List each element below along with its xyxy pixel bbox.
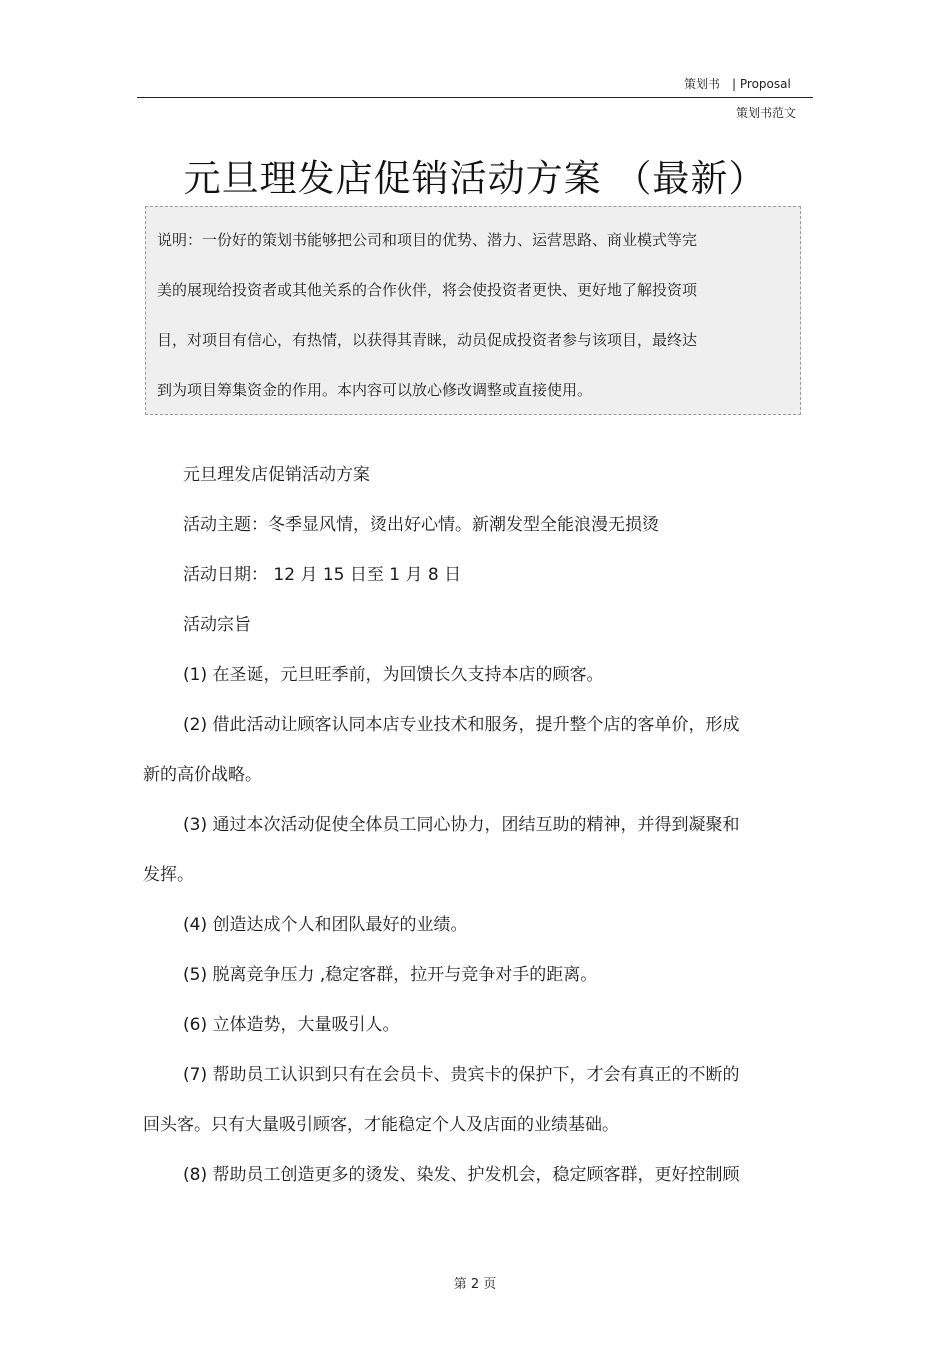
section-heading: 元旦理发店促销活动方案 [183,465,370,485]
description-line: 到为项目筹集资金的作用。本内容可以放心修改调整或直接使用。 [157,381,593,399]
page-number: 第 2 页 [453,1277,497,1292]
purpose-heading: 活动宗旨 [183,615,251,635]
purpose-item: (5) 脱离竞争压力 ,稳定客群，拉开与竞争对手的距离。 [183,965,598,985]
description-box [145,206,801,415]
document-title: 元旦理发店促销活动方案 （最新） [183,157,767,200]
header-subtitle: 策划书范文 [736,106,797,120]
activity-date: 活动日期： 12 月 15 日至 1 月 8 日 [183,565,462,585]
purpose-item-continued: 发挥。 [143,865,194,885]
activity-theme: 活动主题：冬季显风情，烫出好心情。新潮发型全能浪漫无损烫 [183,515,659,535]
description-line: 美的展现给投资者或其他关系的合作伙伴，将会使投资者更快、更好地了解投资项 [157,281,698,299]
header-tag: | Proposal [732,77,791,91]
purpose-item: (7) 帮助员工认识到只有在会员卡、贵宾卡的保护下，才会有真正的不断的 [183,1065,740,1085]
purpose-item: (6) 立体造势，大量吸引人。 [183,1015,400,1035]
purpose-item: (2) 借此活动让顾客认同本店专业技术和服务，提升整个店的客单价，形成 [183,715,740,735]
purpose-item: (3) 通过本次活动促使全体员工同心协力，团结互助的精神，并得到凝聚和 [183,815,740,835]
purpose-item-continued: 新的高价战略。 [143,765,262,785]
header-divider [137,97,813,98]
header-label: 策划书 [684,77,721,91]
description-line: 目，对项目有信心，有热情，以获得其青睐，动员促成投资者参与该项目，最终达 [157,331,698,349]
purpose-item-continued: 回头客。只有大量吸引顾客，才能稳定个人及店面的业绩基础。 [143,1115,619,1135]
description-line: 说明：一份好的策划书能够把公司和项目的优势、潜力、运营思路、商业模式等完 [157,231,698,249]
running-header [684,75,791,92]
purpose-item: (4) 创造达成个人和团队最好的业绩。 [183,915,468,935]
purpose-item: (8) 帮助员工创造更多的烫发、染发、护发机会，稳定顾客群，更好控制顾 [183,1165,740,1185]
purpose-item: (1) 在圣诞，元旦旺季前，为回馈长久支持本店的顾客。 [183,665,604,685]
